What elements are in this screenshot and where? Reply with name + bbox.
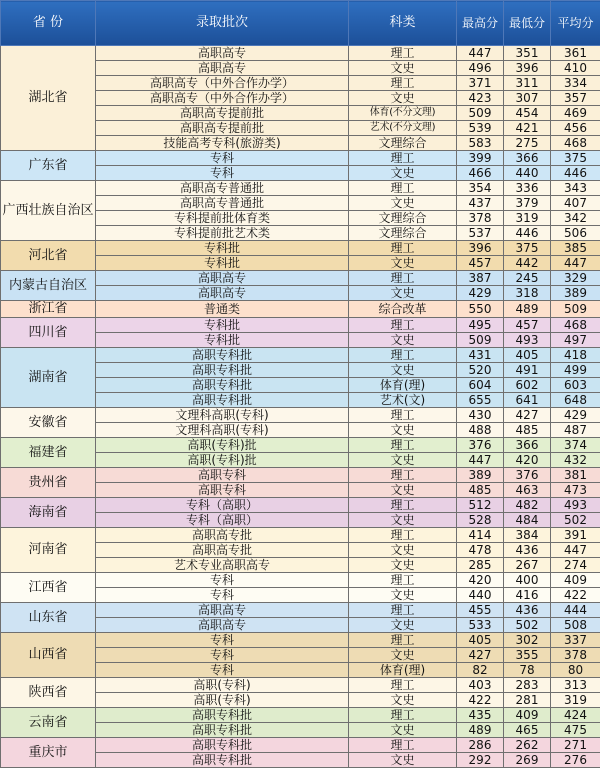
min-score-cell: 421 [504, 121, 551, 136]
batch-cell: 专科 [96, 648, 349, 663]
subject-cell: 文史 [349, 543, 457, 558]
avg-score-cell: 343 [551, 181, 600, 196]
subject-cell: 文史 [349, 166, 457, 181]
header-subject: 科类 [349, 1, 457, 46]
batch-cell: 高职专科 [96, 468, 349, 483]
batch-cell: 专科提前批艺术类 [96, 226, 349, 241]
avg-score-cell: 468 [551, 318, 600, 333]
avg-score-cell: 319 [551, 693, 600, 708]
max-score-cell: 550 [457, 301, 504, 318]
batch-cell: 普通类 [96, 301, 349, 318]
min-score-cell: 602 [504, 378, 551, 393]
province-cell: 广西壮族自治区 [1, 181, 96, 241]
max-score-cell: 604 [457, 378, 504, 393]
avg-score-cell: 407 [551, 196, 600, 211]
min-score-cell: 281 [504, 693, 551, 708]
province-cell: 山西省 [1, 633, 96, 678]
batch-cell: 高职高专批 [96, 528, 349, 543]
batch-cell: 高职高专 [96, 286, 349, 301]
min-score-cell: 409 [504, 708, 551, 723]
province-cell: 贵州省 [1, 468, 96, 498]
max-score-cell: 405 [457, 633, 504, 648]
min-score-cell: 302 [504, 633, 551, 648]
subject-cell: 艺术(文) [349, 393, 457, 408]
min-score-cell: 454 [504, 106, 551, 121]
subject-cell: 理工 [349, 241, 457, 256]
province-cell: 安徽省 [1, 408, 96, 438]
batch-cell: 高职高专提前批 [96, 121, 349, 136]
max-score-cell: 528 [457, 513, 504, 528]
avg-score-cell: 493 [551, 498, 600, 513]
batch-cell: 专科批 [96, 333, 349, 348]
min-score-cell: 436 [504, 603, 551, 618]
subject-cell: 文史 [349, 61, 457, 76]
batch-cell: 高职高专（中外合作办学） [96, 76, 349, 91]
min-score-cell: 355 [504, 648, 551, 663]
batch-cell: 高职专科批 [96, 738, 349, 753]
min-score-cell: 489 [504, 301, 551, 318]
table-row [1, 241, 600, 256]
subject-cell: 理工 [349, 498, 457, 513]
table-body [1, 46, 600, 768]
avg-score-cell: 389 [551, 286, 600, 301]
max-score-cell: 427 [457, 648, 504, 663]
min-score-cell: 376 [504, 468, 551, 483]
max-score-cell: 447 [457, 46, 504, 61]
batch-cell: 专科批 [96, 241, 349, 256]
batch-cell: 高职专科批 [96, 708, 349, 723]
subject-cell: 理工 [349, 573, 457, 588]
max-score-cell: 437 [457, 196, 504, 211]
max-score-cell: 496 [457, 61, 504, 76]
max-score-cell: 376 [457, 438, 504, 453]
min-score-cell: 442 [504, 256, 551, 271]
min-score-cell: 379 [504, 196, 551, 211]
avg-score-cell: 499 [551, 363, 600, 378]
max-score-cell: 539 [457, 121, 504, 136]
subject-cell: 文理综合 [349, 211, 457, 226]
min-score-cell: 384 [504, 528, 551, 543]
batch-cell: 高职专科批 [96, 723, 349, 738]
province-cell: 河南省 [1, 528, 96, 573]
batch-cell: 高职专科 [96, 483, 349, 498]
avg-score-cell: 361 [551, 46, 600, 61]
subject-cell: 理工 [349, 408, 457, 423]
province-cell: 内蒙古自治区 [1, 271, 96, 301]
batch-cell: 高职高专普通批 [96, 196, 349, 211]
subject-cell: 理工 [349, 181, 457, 196]
max-score-cell: 423 [457, 91, 504, 106]
subject-cell: 文史 [349, 286, 457, 301]
min-score-cell: 400 [504, 573, 551, 588]
min-score-cell: 457 [504, 318, 551, 333]
batch-cell: 高职高专（中外合作办学） [96, 91, 349, 106]
avg-score-cell: 375 [551, 151, 600, 166]
min-score-cell: 416 [504, 588, 551, 603]
min-score-cell: 493 [504, 333, 551, 348]
avg-score-cell: 357 [551, 91, 600, 106]
max-score-cell: 520 [457, 363, 504, 378]
min-score-cell: 502 [504, 618, 551, 633]
province-cell: 重庆市 [1, 738, 96, 768]
avg-score-cell: 80 [551, 663, 600, 678]
min-score-cell: 275 [504, 136, 551, 151]
subject-cell: 文史 [349, 648, 457, 663]
subject-cell: 体育(理) [349, 378, 457, 393]
header-batch: 录取批次 [96, 1, 349, 46]
batch-cell: 高职专科批 [96, 393, 349, 408]
avg-score-cell: 497 [551, 333, 600, 348]
max-score-cell: 420 [457, 573, 504, 588]
subject-cell: 理工 [349, 318, 457, 333]
subject-cell: 文理综合 [349, 136, 457, 151]
batch-cell: 高职专科批 [96, 363, 349, 378]
avg-score-cell: 378 [551, 648, 600, 663]
max-score-cell: 414 [457, 528, 504, 543]
max-score-cell: 378 [457, 211, 504, 226]
table-row [1, 678, 600, 693]
subject-cell: 理工 [349, 76, 457, 91]
avg-score-cell: 329 [551, 271, 600, 286]
header-avg-score: 平均分 [551, 1, 600, 46]
max-score-cell: 396 [457, 241, 504, 256]
batch-cell: 专科批 [96, 256, 349, 271]
province-cell: 四川省 [1, 318, 96, 348]
batch-cell: 文理科高职(专科) [96, 423, 349, 438]
subject-cell: 文史 [349, 723, 457, 738]
max-score-cell: 533 [457, 618, 504, 633]
min-score-cell: 485 [504, 423, 551, 438]
max-score-cell: 512 [457, 498, 504, 513]
min-score-cell: 427 [504, 408, 551, 423]
batch-cell: 高职高专 [96, 271, 349, 286]
min-score-cell: 396 [504, 61, 551, 76]
max-score-cell: 440 [457, 588, 504, 603]
min-score-cell: 307 [504, 91, 551, 106]
batch-cell: 高职专科批 [96, 378, 349, 393]
avg-score-cell: 473 [551, 483, 600, 498]
avg-score-cell: 271 [551, 738, 600, 753]
avg-score-cell: 447 [551, 256, 600, 271]
subject-cell: 理工 [349, 528, 457, 543]
batch-cell: 专科 [96, 588, 349, 603]
batch-cell: 高职(专科)批 [96, 438, 349, 453]
min-score-cell: 366 [504, 151, 551, 166]
avg-score-cell: 374 [551, 438, 600, 453]
min-score-cell: 375 [504, 241, 551, 256]
subject-cell: 文理综合 [349, 226, 457, 241]
min-score-cell: 482 [504, 498, 551, 513]
table-row [1, 46, 600, 61]
batch-cell: 专科 [96, 166, 349, 181]
subject-cell: 理工 [349, 271, 457, 286]
subject-cell: 文史 [349, 196, 457, 211]
subject-cell: 理工 [349, 603, 457, 618]
avg-score-cell: 508 [551, 618, 600, 633]
batch-cell: 高职(专科)批 [96, 453, 349, 468]
avg-score-cell: 487 [551, 423, 600, 438]
batch-cell: 高职高专 [96, 61, 349, 76]
max-score-cell: 447 [457, 453, 504, 468]
avg-score-cell: 334 [551, 76, 600, 91]
table-row [1, 318, 600, 333]
max-score-cell: 478 [457, 543, 504, 558]
max-score-cell: 286 [457, 738, 504, 753]
batch-cell: 专科（高职） [96, 513, 349, 528]
batch-cell: 技能高考专科(旅游类) [96, 136, 349, 151]
subject-cell: 文史 [349, 91, 457, 106]
subject-cell: 文史 [349, 558, 457, 573]
subject-cell: 理工 [349, 438, 457, 453]
avg-score-cell: 456 [551, 121, 600, 136]
table-row [1, 301, 600, 318]
province-cell: 湖北省 [1, 46, 96, 151]
table-row [1, 181, 600, 196]
min-score-cell: 405 [504, 348, 551, 363]
min-score-cell: 446 [504, 226, 551, 241]
max-score-cell: 509 [457, 333, 504, 348]
max-score-cell: 371 [457, 76, 504, 91]
subject-cell: 理工 [349, 348, 457, 363]
batch-cell: 文理科高职(专科) [96, 408, 349, 423]
table-row [1, 573, 600, 588]
min-score-cell: 351 [504, 46, 551, 61]
batch-cell: 专科 [96, 151, 349, 166]
max-score-cell: 399 [457, 151, 504, 166]
table-row [1, 708, 600, 723]
min-score-cell: 491 [504, 363, 551, 378]
subject-cell: 艺术(不分文理) [349, 121, 457, 136]
subject-cell: 文史 [349, 333, 457, 348]
subject-cell: 体育(理) [349, 663, 457, 678]
subject-cell: 文史 [349, 453, 457, 468]
avg-score-cell: 313 [551, 678, 600, 693]
table-row [1, 738, 600, 753]
avg-score-cell: 509 [551, 301, 600, 318]
table-row [1, 528, 600, 543]
min-score-cell: 245 [504, 271, 551, 286]
subject-cell: 文史 [349, 693, 457, 708]
avg-score-cell: 648 [551, 393, 600, 408]
avg-score-cell: 502 [551, 513, 600, 528]
subject-cell: 理工 [349, 738, 457, 753]
table-row [1, 603, 600, 618]
avg-score-cell: 274 [551, 558, 600, 573]
table-row [1, 271, 600, 286]
subject-cell: 理工 [349, 46, 457, 61]
max-score-cell: 354 [457, 181, 504, 196]
avg-score-cell: 409 [551, 573, 600, 588]
batch-cell: 专科提前批体育类 [96, 211, 349, 226]
min-score-cell: 336 [504, 181, 551, 196]
max-score-cell: 403 [457, 678, 504, 693]
province-cell: 山东省 [1, 603, 96, 633]
min-score-cell: 78 [504, 663, 551, 678]
province-cell: 广东省 [1, 151, 96, 181]
max-score-cell: 387 [457, 271, 504, 286]
avg-score-cell: 603 [551, 378, 600, 393]
max-score-cell: 655 [457, 393, 504, 408]
min-score-cell: 440 [504, 166, 551, 181]
min-score-cell: 267 [504, 558, 551, 573]
min-score-cell: 262 [504, 738, 551, 753]
avg-score-cell: 342 [551, 211, 600, 226]
max-score-cell: 285 [457, 558, 504, 573]
table-row [1, 438, 600, 453]
avg-score-cell: 418 [551, 348, 600, 363]
batch-cell: 艺术专业高职高专 [96, 558, 349, 573]
table-row [1, 348, 600, 363]
subject-cell: 文史 [349, 588, 457, 603]
max-score-cell: 457 [457, 256, 504, 271]
batch-cell: 高职(专科) [96, 678, 349, 693]
subject-cell: 文史 [349, 423, 457, 438]
min-score-cell: 311 [504, 76, 551, 91]
table-header-row [1, 1, 600, 46]
province-cell: 浙江省 [1, 301, 96, 318]
batch-cell: 高职专科批 [96, 348, 349, 363]
batch-cell: 高职高专 [96, 603, 349, 618]
province-cell: 福建省 [1, 438, 96, 468]
min-score-cell: 484 [504, 513, 551, 528]
province-cell: 江西省 [1, 573, 96, 603]
max-score-cell: 537 [457, 226, 504, 241]
batch-cell: 高职高专批 [96, 543, 349, 558]
max-score-cell: 422 [457, 693, 504, 708]
max-score-cell: 489 [457, 723, 504, 738]
avg-score-cell: 410 [551, 61, 600, 76]
batch-cell: 高职高专 [96, 46, 349, 61]
min-score-cell: 283 [504, 678, 551, 693]
max-score-cell: 455 [457, 603, 504, 618]
min-score-cell: 420 [504, 453, 551, 468]
province-cell: 河北省 [1, 241, 96, 271]
avg-score-cell: 422 [551, 588, 600, 603]
batch-cell: 专科批 [96, 318, 349, 333]
subject-cell: 体育(不分文理) [349, 106, 457, 121]
table-row [1, 498, 600, 513]
header-province: 省 份 [1, 1, 96, 46]
subject-cell: 理工 [349, 633, 457, 648]
max-score-cell: 509 [457, 106, 504, 121]
avg-score-cell: 429 [551, 408, 600, 423]
subject-cell: 综合改革 [349, 301, 457, 318]
max-score-cell: 435 [457, 708, 504, 723]
batch-cell: 高职高专 [96, 618, 349, 633]
subject-cell: 理工 [349, 678, 457, 693]
max-score-cell: 431 [457, 348, 504, 363]
subject-cell: 文史 [349, 256, 457, 271]
min-score-cell: 366 [504, 438, 551, 453]
subject-cell: 理工 [349, 468, 457, 483]
avg-score-cell: 475 [551, 723, 600, 738]
avg-score-cell: 424 [551, 708, 600, 723]
table-row [1, 151, 600, 166]
header-min-score: 最低分 [504, 1, 551, 46]
avg-score-cell: 381 [551, 468, 600, 483]
subject-cell: 理工 [349, 708, 457, 723]
batch-cell: 专科 [96, 633, 349, 648]
avg-score-cell: 468 [551, 136, 600, 151]
subject-cell: 文史 [349, 618, 457, 633]
max-score-cell: 488 [457, 423, 504, 438]
batch-cell: 高职高专普通批 [96, 181, 349, 196]
avg-score-cell: 444 [551, 603, 600, 618]
province-cell: 陕西省 [1, 678, 96, 708]
avg-score-cell: 391 [551, 528, 600, 543]
max-score-cell: 466 [457, 166, 504, 181]
province-cell: 云南省 [1, 708, 96, 738]
min-score-cell: 319 [504, 211, 551, 226]
header-max-score: 最高分 [457, 1, 504, 46]
max-score-cell: 292 [457, 753, 504, 768]
batch-cell: 专科 [96, 573, 349, 588]
subject-cell: 文史 [349, 753, 457, 768]
batch-cell: 高职专科批 [96, 753, 349, 768]
avg-score-cell: 276 [551, 753, 600, 768]
min-score-cell: 269 [504, 753, 551, 768]
max-score-cell: 389 [457, 468, 504, 483]
batch-cell: 高职(专科) [96, 693, 349, 708]
max-score-cell: 583 [457, 136, 504, 151]
subject-cell: 理工 [349, 151, 457, 166]
max-score-cell: 429 [457, 286, 504, 301]
max-score-cell: 485 [457, 483, 504, 498]
subject-cell: 文史 [349, 483, 457, 498]
min-score-cell: 465 [504, 723, 551, 738]
max-score-cell: 430 [457, 408, 504, 423]
batch-cell: 高职高专提前批 [96, 106, 349, 121]
max-score-cell: 495 [457, 318, 504, 333]
table-row [1, 468, 600, 483]
avg-score-cell: 446 [551, 166, 600, 181]
batch-cell: 专科 [96, 663, 349, 678]
avg-score-cell: 337 [551, 633, 600, 648]
min-score-cell: 641 [504, 393, 551, 408]
min-score-cell: 318 [504, 286, 551, 301]
min-score-cell: 463 [504, 483, 551, 498]
avg-score-cell: 469 [551, 106, 600, 121]
min-score-cell: 436 [504, 543, 551, 558]
subject-cell: 文史 [349, 513, 457, 528]
batch-cell: 专科（高职） [96, 498, 349, 513]
table-row [1, 633, 600, 648]
table-row [1, 408, 600, 423]
avg-score-cell: 432 [551, 453, 600, 468]
avg-score-cell: 506 [551, 226, 600, 241]
max-score-cell: 82 [457, 663, 504, 678]
province-cell: 海南省 [1, 498, 96, 528]
avg-score-cell: 385 [551, 241, 600, 256]
province-cell: 湖南省 [1, 348, 96, 408]
subject-cell: 文史 [349, 363, 457, 378]
avg-score-cell: 447 [551, 543, 600, 558]
